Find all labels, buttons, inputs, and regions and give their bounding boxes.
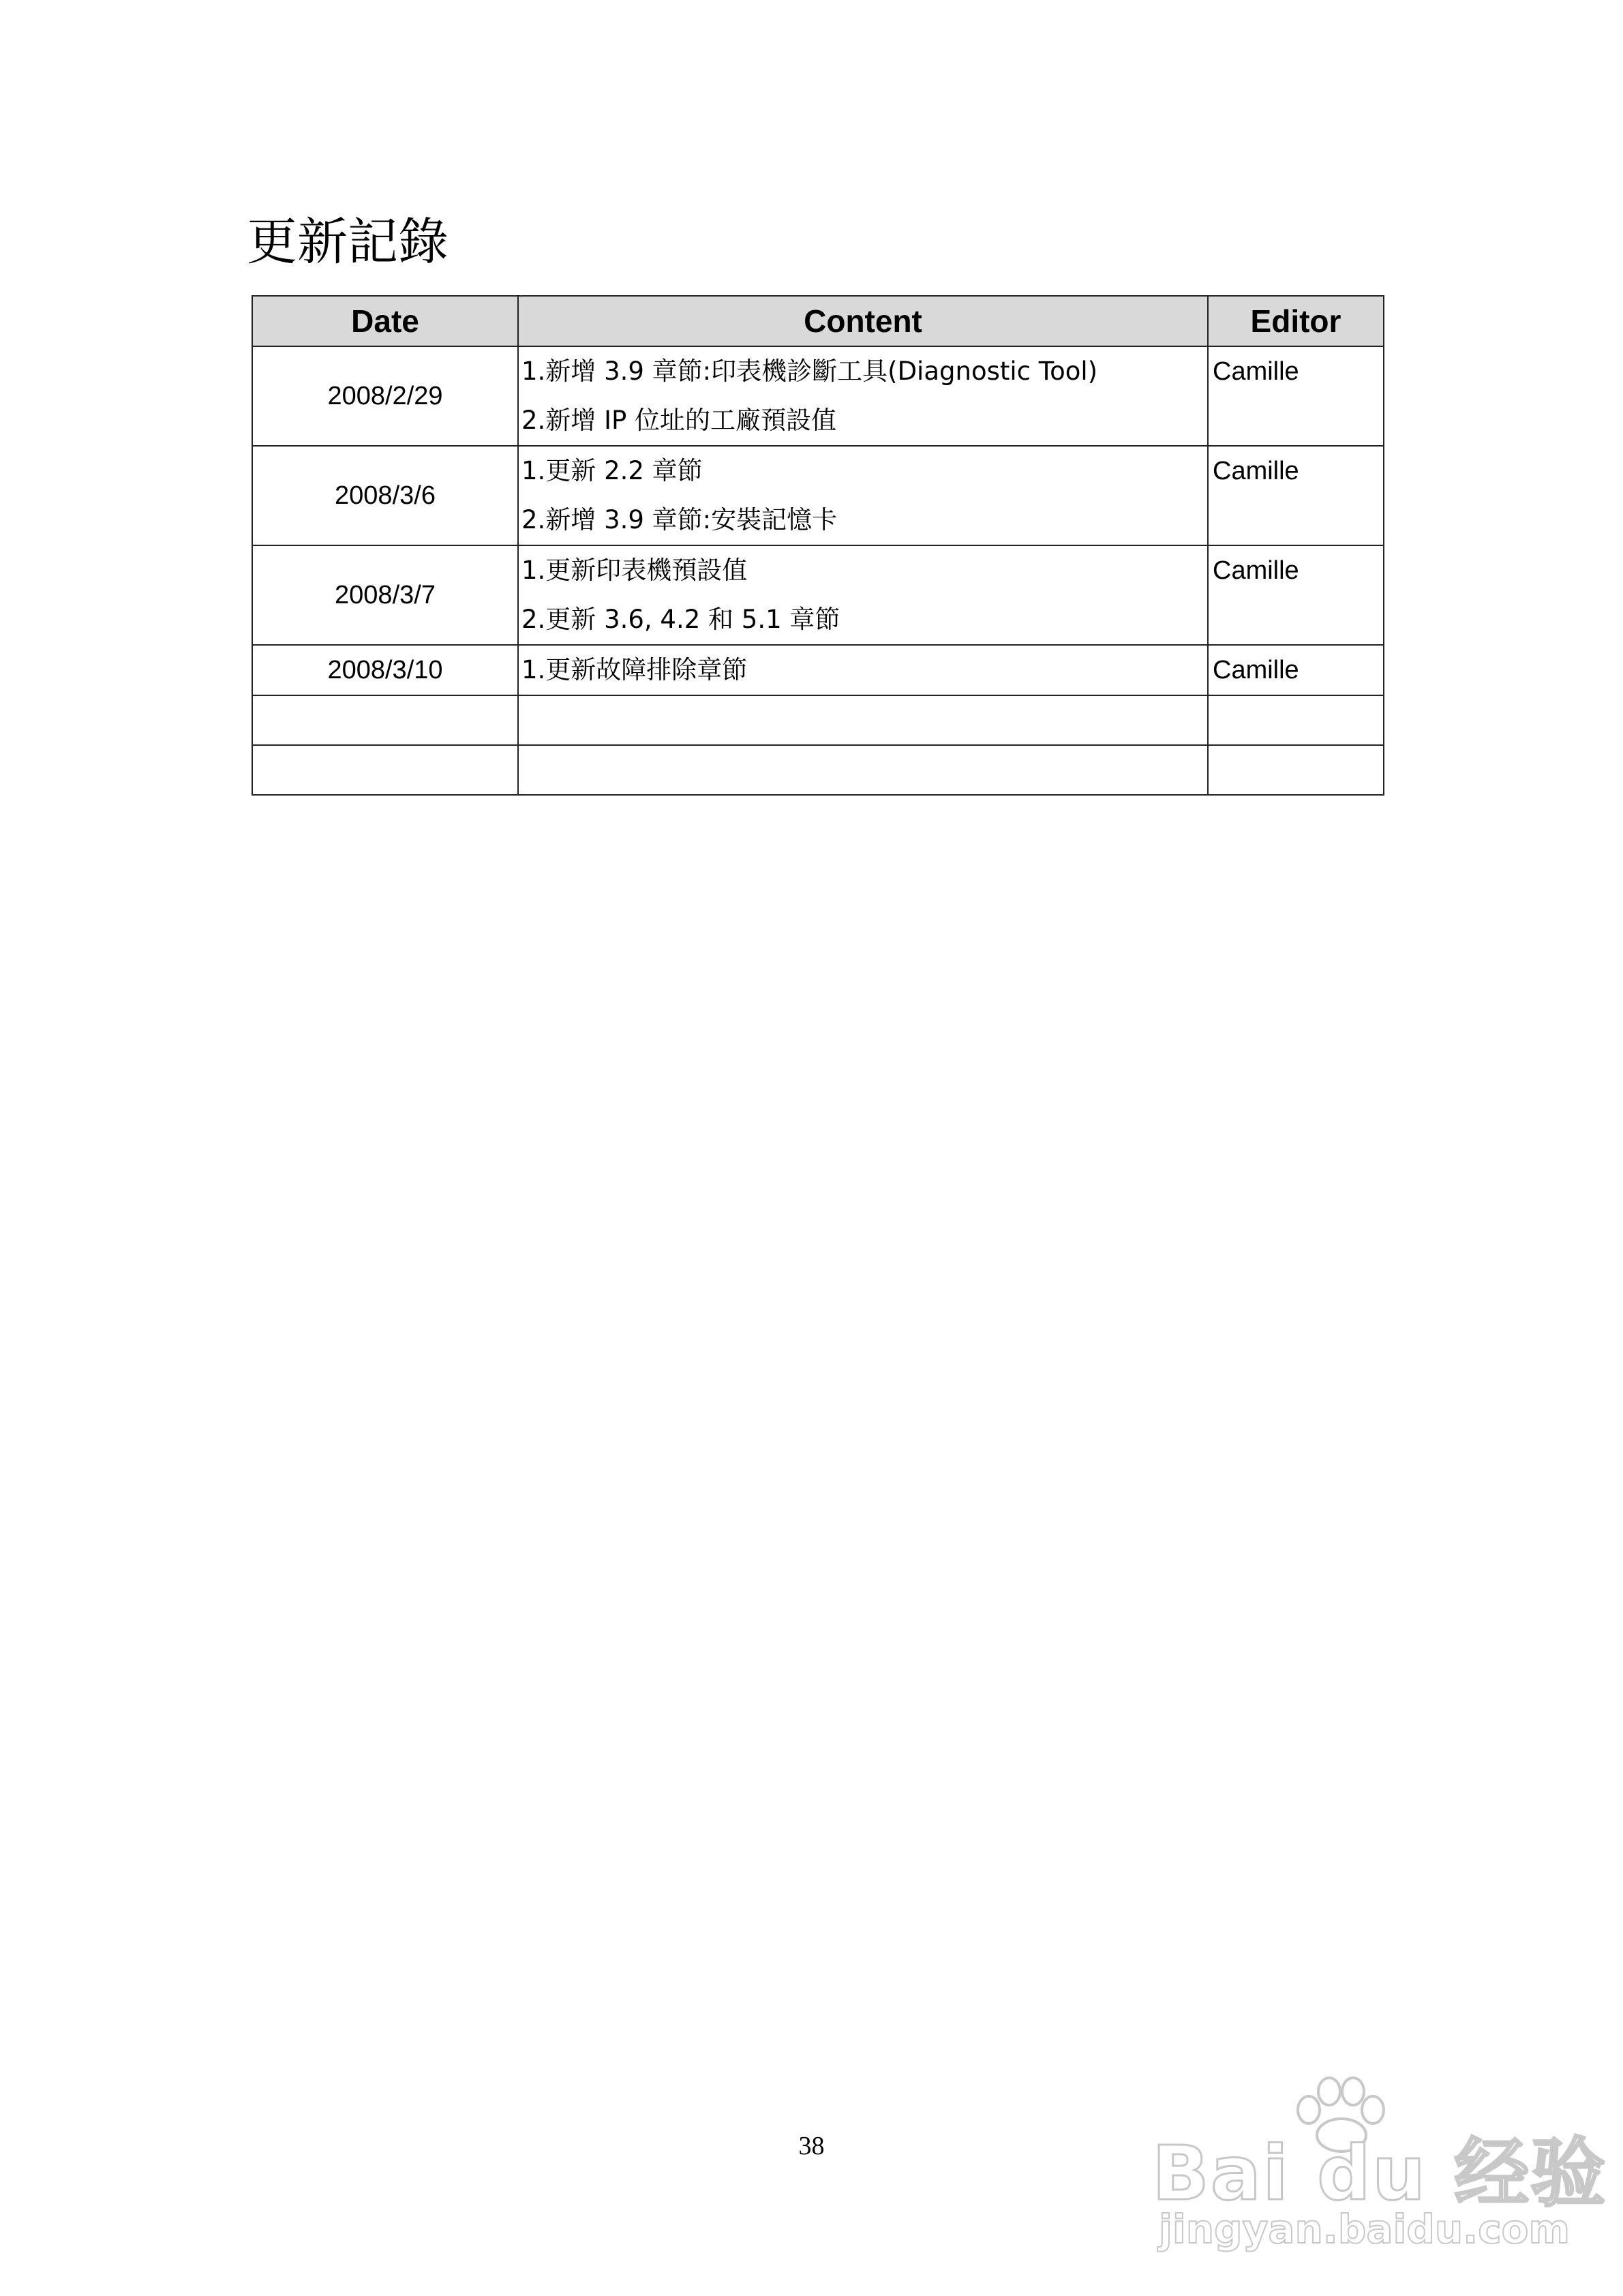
header-editor: Editor xyxy=(1208,296,1384,346)
table-row xyxy=(252,645,1384,695)
watermark-url: jingyan.baidu.com xyxy=(1159,2206,1570,2252)
empty-cell xyxy=(252,745,518,795)
date-cell: 2008/2/29 xyxy=(252,346,518,446)
content-line: 2.更新 3.6, 4.2 和 5.1 章節 xyxy=(521,605,840,634)
content-cell xyxy=(518,545,1208,645)
table-row xyxy=(252,446,1384,545)
table-row xyxy=(252,545,1384,645)
date-cell: 2008/3/6 xyxy=(252,446,518,545)
baidu-jingyan-watermark xyxy=(1152,2072,1607,2252)
empty-cell xyxy=(252,695,518,745)
content-line: 1.更新印表機預設值 xyxy=(521,556,748,585)
header-date: Date xyxy=(252,296,518,346)
revision-table xyxy=(252,295,1384,796)
content-cell xyxy=(518,645,1208,695)
table-row xyxy=(252,346,1384,446)
table-header-row xyxy=(252,296,1384,346)
date-cell: 2008/3/10 xyxy=(252,645,518,695)
page-title: 更新記錄 xyxy=(247,213,449,271)
header-content: Content xyxy=(518,296,1208,346)
editor-cell: Camille xyxy=(1208,545,1384,645)
content-line: 1.更新故障排除章節 xyxy=(521,655,748,684)
page-number: 38 xyxy=(798,2132,825,2160)
content-line: 2.新增 3.9 章節:安裝記憶卡 xyxy=(521,505,838,534)
empty-cell xyxy=(518,695,1208,745)
empty-cell xyxy=(1208,695,1384,745)
watermark-brand: Bai du 经验 xyxy=(1152,2130,1607,2217)
content-cell xyxy=(518,346,1208,446)
content-cell xyxy=(518,446,1208,545)
empty-table-row xyxy=(252,695,1384,745)
content-line: 1.更新 2.2 章節 xyxy=(521,456,703,485)
editor-cell: Camille xyxy=(1208,346,1384,446)
empty-cell xyxy=(1208,745,1384,795)
content-line: 2.新增 IP 位址的工廠預設值 xyxy=(521,406,837,435)
date-cell: 2008/3/7 xyxy=(252,545,518,645)
empty-table-row xyxy=(252,745,1384,795)
content-line: 1.新增 3.9 章節:印表機診斷工具(Diagnostic Tool) xyxy=(521,357,1098,386)
editor-cell: Camille xyxy=(1208,645,1384,695)
editor-cell: Camille xyxy=(1208,446,1384,545)
empty-cell xyxy=(518,745,1208,795)
